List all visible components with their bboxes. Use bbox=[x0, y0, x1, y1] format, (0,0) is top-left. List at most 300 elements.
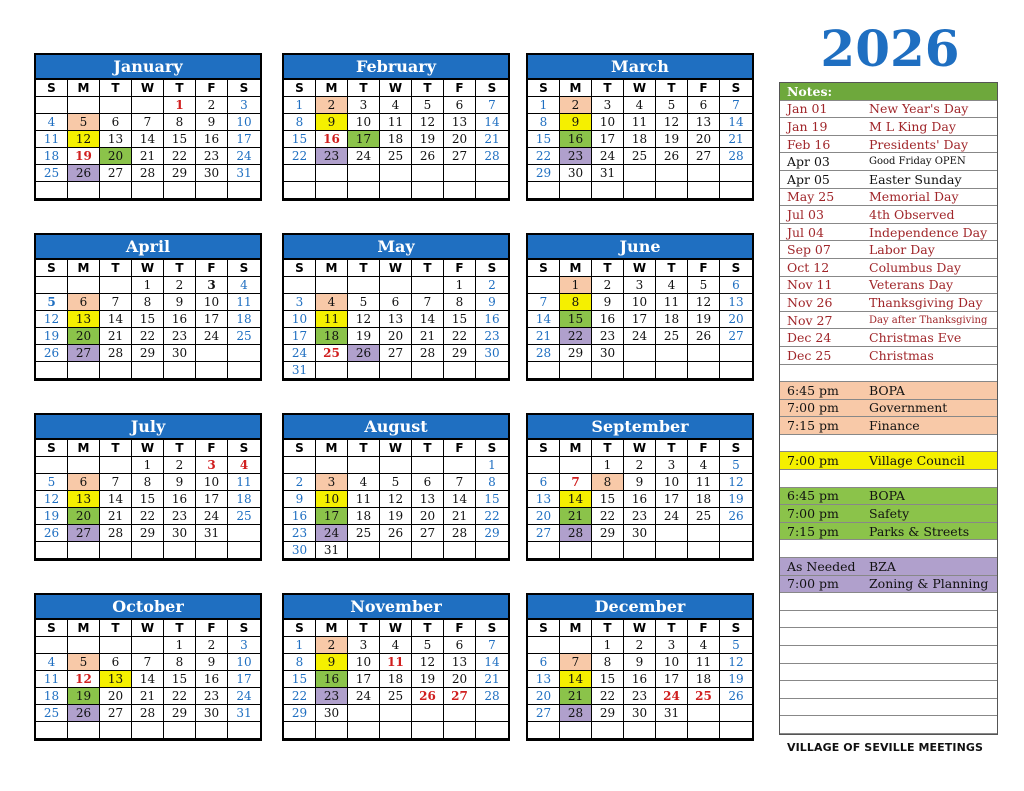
empty-cell bbox=[592, 182, 624, 199]
day-cell: 5 bbox=[68, 654, 100, 671]
note-event: Safety bbox=[869, 506, 910, 522]
empty-cell bbox=[412, 362, 444, 379]
day-cell: 13 bbox=[68, 491, 100, 508]
day-cell: 12 bbox=[68, 131, 100, 148]
note-row bbox=[780, 699, 997, 717]
day-cell: 24 bbox=[228, 148, 260, 165]
empty-cell bbox=[624, 345, 656, 362]
note-row bbox=[780, 452, 997, 470]
day-cell: 14 bbox=[132, 671, 164, 688]
empty-cell bbox=[68, 637, 100, 654]
day-cell: 25 bbox=[36, 165, 68, 182]
empty-cell bbox=[560, 722, 592, 739]
day-cell: 22 bbox=[528, 148, 560, 165]
day-cell: 14 bbox=[100, 491, 132, 508]
day-cell: 10 bbox=[196, 474, 228, 491]
day-cell: 17 bbox=[624, 311, 656, 328]
empty-cell bbox=[380, 542, 412, 559]
empty-cell bbox=[196, 345, 228, 362]
day-cell: 4 bbox=[624, 97, 656, 114]
day-cell: 3 bbox=[348, 97, 380, 114]
day-cell: 19 bbox=[720, 671, 752, 688]
weekday-header: S bbox=[720, 80, 752, 97]
day-cell: 27 bbox=[100, 705, 132, 722]
day-cell: 21 bbox=[720, 131, 752, 148]
day-cell: 14 bbox=[528, 311, 560, 328]
day-cell: 23 bbox=[164, 328, 196, 345]
day-cell: 12 bbox=[720, 654, 752, 671]
empty-cell bbox=[380, 457, 412, 474]
weekday-header: T bbox=[592, 260, 624, 277]
weekday-header: S bbox=[528, 440, 560, 457]
day-cell: 23 bbox=[592, 328, 624, 345]
day-cell: 22 bbox=[592, 508, 624, 525]
day-cell: 30 bbox=[560, 165, 592, 182]
day-cell: 6 bbox=[100, 654, 132, 671]
day-cell: 2 bbox=[284, 474, 316, 491]
day-cell: 31 bbox=[228, 705, 260, 722]
note-row bbox=[780, 540, 997, 558]
day-cell: 4 bbox=[228, 277, 260, 294]
day-cell: 26 bbox=[68, 705, 100, 722]
day-cell: 4 bbox=[688, 637, 720, 654]
weekday-header: W bbox=[380, 260, 412, 277]
day-cell: 5 bbox=[688, 277, 720, 294]
day-cell: 26 bbox=[412, 688, 444, 705]
weekday-header: F bbox=[196, 260, 228, 277]
day-cell: 26 bbox=[720, 508, 752, 525]
month-grid bbox=[528, 80, 752, 199]
empty-cell bbox=[476, 362, 508, 379]
empty-cell bbox=[476, 165, 508, 182]
month-title: January bbox=[36, 55, 260, 80]
empty-cell bbox=[164, 542, 196, 559]
day-cell: 14 bbox=[412, 311, 444, 328]
day-cell: 27 bbox=[412, 525, 444, 542]
day-cell: 10 bbox=[228, 114, 260, 131]
month-april bbox=[34, 233, 262, 381]
empty-cell bbox=[720, 542, 752, 559]
day-cell: 29 bbox=[284, 705, 316, 722]
month-october bbox=[34, 593, 262, 741]
weekday-header: S bbox=[284, 260, 316, 277]
weekday-header: T bbox=[412, 620, 444, 637]
note-date: Jul 03 bbox=[787, 206, 824, 222]
day-cell: 27 bbox=[688, 148, 720, 165]
day-cell: 6 bbox=[412, 474, 444, 491]
note-event: Zoning & Planning bbox=[869, 576, 989, 592]
note-date: 7:15 pm bbox=[787, 523, 839, 539]
empty-cell bbox=[592, 542, 624, 559]
month-title: September bbox=[528, 415, 752, 440]
weekday-header: T bbox=[100, 260, 132, 277]
weekday-header: S bbox=[36, 260, 68, 277]
empty-cell bbox=[36, 542, 68, 559]
day-cell: 8 bbox=[592, 474, 624, 491]
day-cell: 10 bbox=[284, 311, 316, 328]
day-cell: 22 bbox=[444, 328, 476, 345]
day-cell: 16 bbox=[196, 131, 228, 148]
day-cell: 3 bbox=[592, 97, 624, 114]
day-cell: 22 bbox=[164, 688, 196, 705]
weekday-header: F bbox=[444, 80, 476, 97]
empty-cell bbox=[316, 362, 348, 379]
day-cell: 5 bbox=[36, 474, 68, 491]
note-row bbox=[780, 171, 997, 189]
empty-cell bbox=[380, 182, 412, 199]
empty-cell bbox=[412, 165, 444, 182]
day-cell: 23 bbox=[196, 148, 228, 165]
note-date: Jul 04 bbox=[787, 224, 824, 240]
note-row bbox=[780, 136, 997, 154]
month-title: April bbox=[36, 235, 260, 260]
empty-cell bbox=[592, 362, 624, 379]
day-cell: 13 bbox=[444, 654, 476, 671]
day-cell: 5 bbox=[656, 97, 688, 114]
weekday-header: S bbox=[528, 80, 560, 97]
day-cell: 12 bbox=[412, 654, 444, 671]
note-row bbox=[780, 259, 997, 277]
note-row bbox=[780, 593, 997, 611]
day-cell: 25 bbox=[228, 328, 260, 345]
day-cell: 12 bbox=[412, 114, 444, 131]
day-cell: 22 bbox=[560, 328, 592, 345]
day-cell: 15 bbox=[164, 131, 196, 148]
empty-cell bbox=[68, 97, 100, 114]
day-cell: 24 bbox=[196, 508, 228, 525]
day-cell: 17 bbox=[592, 131, 624, 148]
day-cell: 16 bbox=[164, 311, 196, 328]
note-row bbox=[780, 206, 997, 224]
day-cell: 6 bbox=[528, 654, 560, 671]
day-cell: 28 bbox=[528, 345, 560, 362]
month-july bbox=[34, 413, 262, 561]
note-row bbox=[780, 417, 997, 435]
empty-cell bbox=[560, 637, 592, 654]
weekday-header: T bbox=[412, 260, 444, 277]
day-cell: 11 bbox=[624, 114, 656, 131]
empty-cell bbox=[656, 525, 688, 542]
empty-cell bbox=[720, 705, 752, 722]
note-date: Apr 05 bbox=[787, 171, 830, 187]
day-cell: 20 bbox=[380, 328, 412, 345]
empty-cell bbox=[688, 345, 720, 362]
day-cell: 29 bbox=[528, 165, 560, 182]
day-cell: 5 bbox=[36, 294, 68, 311]
day-cell: 3 bbox=[196, 457, 228, 474]
month-grid bbox=[36, 260, 260, 379]
day-cell: 23 bbox=[316, 688, 348, 705]
day-cell: 26 bbox=[348, 345, 380, 362]
month-grid bbox=[36, 80, 260, 199]
note-event: Columbus Day bbox=[869, 259, 961, 275]
empty-cell bbox=[528, 637, 560, 654]
day-cell: 11 bbox=[380, 654, 412, 671]
day-cell: 21 bbox=[476, 131, 508, 148]
day-cell: 17 bbox=[228, 671, 260, 688]
note-row bbox=[780, 101, 997, 119]
note-row bbox=[780, 347, 997, 365]
day-cell: 10 bbox=[592, 114, 624, 131]
note-date: Nov 26 bbox=[787, 294, 833, 310]
notes-panel bbox=[779, 82, 998, 735]
day-cell: 14 bbox=[132, 131, 164, 148]
day-cell: 5 bbox=[720, 457, 752, 474]
day-cell: 16 bbox=[624, 671, 656, 688]
day-cell: 20 bbox=[444, 131, 476, 148]
day-cell: 18 bbox=[36, 148, 68, 165]
day-cell: 29 bbox=[164, 705, 196, 722]
empty-cell bbox=[444, 705, 476, 722]
day-cell: 12 bbox=[36, 491, 68, 508]
note-date: Sep 07 bbox=[787, 242, 831, 258]
day-cell: 7 bbox=[720, 97, 752, 114]
weekday-header: S bbox=[228, 440, 260, 457]
day-cell: 11 bbox=[36, 671, 68, 688]
month-december bbox=[526, 593, 754, 741]
weekday-header: W bbox=[132, 620, 164, 637]
day-cell: 18 bbox=[688, 491, 720, 508]
note-row bbox=[780, 681, 997, 699]
weekday-header: M bbox=[316, 260, 348, 277]
weekday-header: W bbox=[380, 80, 412, 97]
month-march bbox=[526, 53, 754, 201]
empty-cell bbox=[476, 182, 508, 199]
weekday-header: S bbox=[720, 440, 752, 457]
empty-cell bbox=[560, 542, 592, 559]
day-cell: 20 bbox=[100, 148, 132, 165]
note-date: Nov 27 bbox=[787, 312, 833, 328]
note-row bbox=[780, 118, 997, 136]
empty-cell bbox=[688, 525, 720, 542]
empty-cell bbox=[444, 362, 476, 379]
weekday-header: T bbox=[656, 440, 688, 457]
day-cell: 21 bbox=[560, 508, 592, 525]
weekday-header: W bbox=[380, 620, 412, 637]
day-cell: 16 bbox=[624, 491, 656, 508]
day-cell: 7 bbox=[100, 294, 132, 311]
empty-cell bbox=[36, 722, 68, 739]
day-cell: 2 bbox=[316, 97, 348, 114]
weekday-header: M bbox=[68, 440, 100, 457]
day-cell: 14 bbox=[444, 491, 476, 508]
day-cell: 31 bbox=[316, 542, 348, 559]
day-cell: 3 bbox=[284, 294, 316, 311]
weekday-header: F bbox=[196, 620, 228, 637]
day-cell: 23 bbox=[284, 525, 316, 542]
note-date: 7:00 pm bbox=[787, 400, 839, 416]
day-cell: 13 bbox=[68, 311, 100, 328]
day-cell: 2 bbox=[164, 457, 196, 474]
day-cell: 7 bbox=[132, 114, 164, 131]
day-cell: 11 bbox=[688, 474, 720, 491]
empty-cell bbox=[228, 722, 260, 739]
empty-cell bbox=[720, 362, 752, 379]
empty-cell bbox=[100, 97, 132, 114]
weekday-header: M bbox=[316, 440, 348, 457]
empty-cell bbox=[560, 362, 592, 379]
weekday-header: S bbox=[284, 620, 316, 637]
empty-cell bbox=[316, 722, 348, 739]
empty-cell bbox=[444, 182, 476, 199]
day-cell: 10 bbox=[624, 294, 656, 311]
empty-cell bbox=[228, 542, 260, 559]
day-cell: 3 bbox=[656, 637, 688, 654]
note-event: BZA bbox=[869, 558, 896, 574]
note-row bbox=[780, 153, 997, 171]
day-cell: 10 bbox=[656, 654, 688, 671]
day-cell: 26 bbox=[720, 688, 752, 705]
note-row bbox=[780, 277, 997, 295]
day-cell: 25 bbox=[656, 328, 688, 345]
day-cell: 24 bbox=[228, 688, 260, 705]
day-cell: 14 bbox=[560, 671, 592, 688]
day-cell: 22 bbox=[164, 148, 196, 165]
day-cell: 9 bbox=[196, 114, 228, 131]
weekday-header: T bbox=[164, 440, 196, 457]
day-cell: 10 bbox=[228, 654, 260, 671]
day-cell: 3 bbox=[316, 474, 348, 491]
day-cell: 27 bbox=[100, 165, 132, 182]
weekday-header: F bbox=[444, 620, 476, 637]
day-cell: 9 bbox=[284, 491, 316, 508]
day-cell: 6 bbox=[100, 114, 132, 131]
empty-cell bbox=[100, 457, 132, 474]
note-date: Apr 03 bbox=[787, 154, 830, 170]
day-cell: 30 bbox=[196, 165, 228, 182]
empty-cell bbox=[348, 705, 380, 722]
weekday-header: S bbox=[720, 620, 752, 637]
day-cell: 30 bbox=[164, 525, 196, 542]
day-cell: 4 bbox=[656, 277, 688, 294]
day-cell: 17 bbox=[284, 328, 316, 345]
empty-cell bbox=[624, 542, 656, 559]
empty-cell bbox=[100, 722, 132, 739]
day-cell: 27 bbox=[68, 525, 100, 542]
day-cell: 7 bbox=[528, 294, 560, 311]
day-cell: 1 bbox=[528, 97, 560, 114]
note-date: As Needed bbox=[787, 558, 856, 574]
day-cell: 27 bbox=[68, 345, 100, 362]
calendar-year: 2026 bbox=[820, 19, 960, 78]
day-cell: 9 bbox=[624, 474, 656, 491]
day-cell: 16 bbox=[592, 311, 624, 328]
empty-cell bbox=[476, 542, 508, 559]
day-cell: 14 bbox=[720, 114, 752, 131]
note-date: 6:45 pm bbox=[787, 488, 839, 504]
empty-cell bbox=[528, 277, 560, 294]
note-row bbox=[780, 611, 997, 629]
day-cell: 9 bbox=[560, 114, 592, 131]
day-cell: 8 bbox=[592, 654, 624, 671]
empty-cell bbox=[656, 542, 688, 559]
note-date: 7:15 pm bbox=[787, 418, 839, 434]
day-cell: 2 bbox=[560, 97, 592, 114]
weekday-header: F bbox=[196, 80, 228, 97]
day-cell: 3 bbox=[228, 637, 260, 654]
day-cell: 11 bbox=[36, 131, 68, 148]
day-cell: 12 bbox=[656, 114, 688, 131]
day-cell: 7 bbox=[560, 474, 592, 491]
day-cell: 15 bbox=[284, 671, 316, 688]
note-date: Dec 24 bbox=[787, 330, 832, 346]
weekday-header: W bbox=[132, 80, 164, 97]
empty-cell bbox=[412, 457, 444, 474]
day-cell: 24 bbox=[624, 328, 656, 345]
day-cell: 1 bbox=[164, 637, 196, 654]
empty-cell bbox=[528, 722, 560, 739]
day-cell: 12 bbox=[688, 294, 720, 311]
weekday-header: S bbox=[36, 80, 68, 97]
note-date: Jan 01 bbox=[787, 101, 828, 117]
day-cell: 28 bbox=[476, 148, 508, 165]
day-cell: 18 bbox=[688, 671, 720, 688]
empty-cell bbox=[36, 457, 68, 474]
day-cell: 9 bbox=[164, 294, 196, 311]
day-cell: 11 bbox=[656, 294, 688, 311]
day-cell: 6 bbox=[68, 294, 100, 311]
empty-cell bbox=[316, 277, 348, 294]
note-row bbox=[780, 646, 997, 664]
day-cell: 7 bbox=[412, 294, 444, 311]
empty-cell bbox=[196, 182, 228, 199]
weekday-header: S bbox=[228, 80, 260, 97]
day-cell: 3 bbox=[624, 277, 656, 294]
empty-cell bbox=[656, 182, 688, 199]
day-cell: 12 bbox=[348, 311, 380, 328]
day-cell: 23 bbox=[164, 508, 196, 525]
day-cell: 8 bbox=[528, 114, 560, 131]
empty-cell bbox=[380, 722, 412, 739]
day-cell: 13 bbox=[688, 114, 720, 131]
day-cell: 11 bbox=[688, 654, 720, 671]
day-cell: 8 bbox=[284, 654, 316, 671]
day-cell: 19 bbox=[36, 328, 68, 345]
day-cell: 25 bbox=[688, 688, 720, 705]
weekday-header: M bbox=[316, 620, 348, 637]
day-cell: 13 bbox=[528, 491, 560, 508]
empty-cell bbox=[196, 362, 228, 379]
empty-cell bbox=[228, 345, 260, 362]
day-cell: 7 bbox=[476, 97, 508, 114]
note-row bbox=[780, 523, 997, 541]
empty-cell bbox=[164, 182, 196, 199]
day-cell: 1 bbox=[444, 277, 476, 294]
day-cell: 18 bbox=[380, 131, 412, 148]
empty-cell bbox=[348, 277, 380, 294]
day-cell: 22 bbox=[592, 688, 624, 705]
day-cell: 15 bbox=[132, 491, 164, 508]
day-cell: 16 bbox=[316, 671, 348, 688]
day-cell: 14 bbox=[100, 311, 132, 328]
day-cell: 29 bbox=[592, 705, 624, 722]
day-cell: 26 bbox=[68, 165, 100, 182]
weekday-header: T bbox=[348, 620, 380, 637]
day-cell: 3 bbox=[348, 637, 380, 654]
weekday-header: S bbox=[36, 440, 68, 457]
day-cell: 24 bbox=[196, 328, 228, 345]
weekday-header: W bbox=[132, 260, 164, 277]
day-cell: 29 bbox=[132, 345, 164, 362]
note-event: Finance bbox=[869, 418, 920, 434]
empty-cell bbox=[100, 362, 132, 379]
empty-cell bbox=[380, 165, 412, 182]
day-cell: 17 bbox=[196, 491, 228, 508]
empty-cell bbox=[528, 542, 560, 559]
day-cell: 30 bbox=[284, 542, 316, 559]
note-row bbox=[780, 435, 997, 453]
empty-cell bbox=[444, 722, 476, 739]
